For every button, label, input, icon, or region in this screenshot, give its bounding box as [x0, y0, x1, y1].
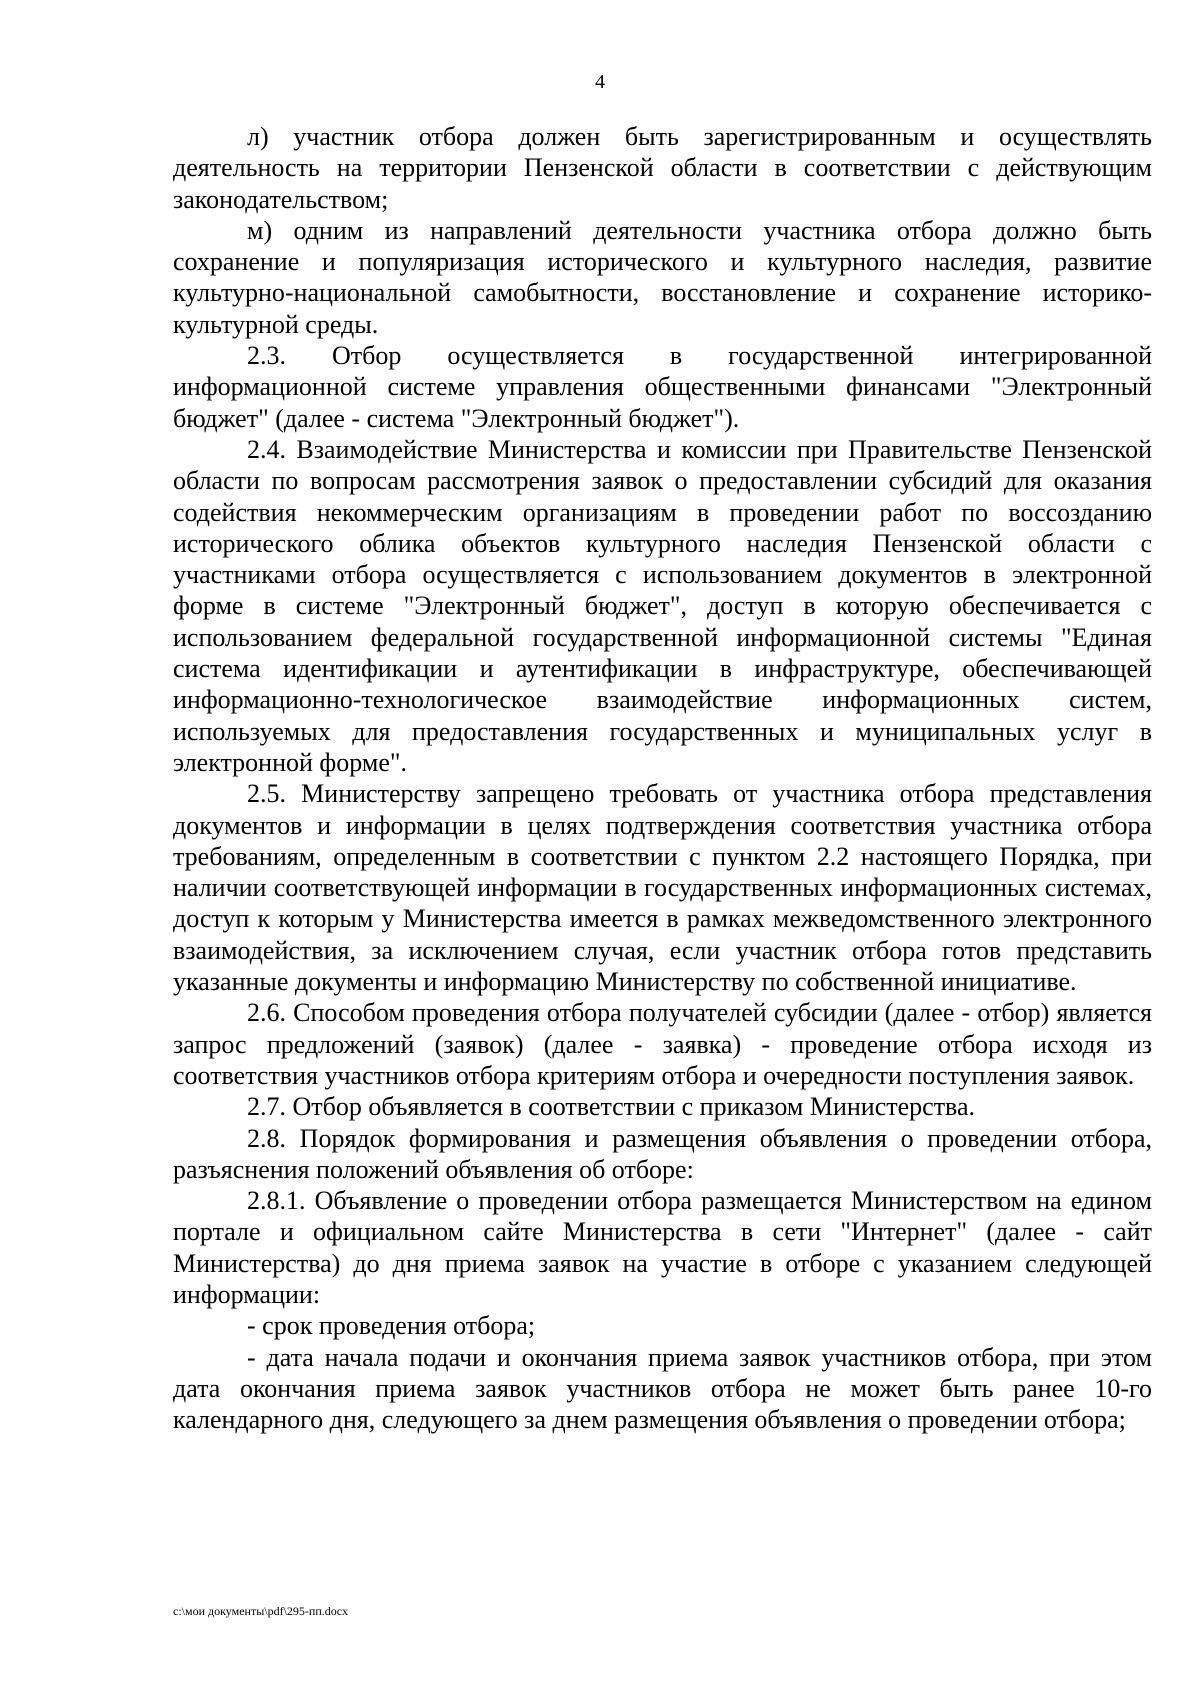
list-item-selection-period: - срок проведения отбора;	[247, 1311, 536, 1341]
document-body	[173, 121, 1152, 1435]
footer-file-path: c:\мои документы\pdf\295-пп.docx	[173, 1604, 349, 1618]
paragraph-2-4: 2.4. Взаимодействие Министерства и комиссии при Правительстве Пензенской области по вопросам рассмотрения заявок о предоставлении субсидий для оказания содействия некоммерческим организациям в проведении работ по воссозданию исторического облика объектов культурного наследия Пензенской области с участниками отбора осуществляется с использованием документов в электронной форме в системе "Электронный бюджет", доступ в которую обеспечивается с использованием федеральной государственной информационной системы "Единая система идентификации и аутентификации в инфраструктуре, обеспечивающей информационно-технологическое взаимодействие информационных систем, используемых для предоставления государственных и муниципальных услуг в электронной форме".	[173, 434, 1152, 777]
paragraph-item-l: л) участник отбора должен быть зарегистрированным и осуществлять деятельность на территории Пензенской области в соответствии с действующим законодательством;	[173, 122, 1152, 214]
list-item-application-dates: - дата начала подачи и окончания приема заявок участников отбора, при этом дата окончания приема заявок участников отбора не может быть ранее 10-го календарного дня, следующего за днем размещения объявления о проведении отбора;	[173, 1342, 1152, 1435]
paragraph-2-3: 2.3. Отбор осуществляется в государственной интегрированной информационной системе управления общественными финансами "Электронный бюджет" (далее - система "Электронный бюджет").	[173, 341, 1152, 433]
paragraph-2-6: 2.6. Способом проведения отбора получателей субсидии (далее - отбор) является запрос предложений (заявок) (далее - заявка) - проведение отбора исходя из соответствия участников отбора критериям отбора и очередности поступления заявок.	[173, 998, 1152, 1090]
paragraph-2-8: 2.8. Порядок формирования и размещения объявления о проведении отбора, разъяснения положений объявления об отборе:	[173, 1123, 1152, 1184]
page-number: 4	[595, 71, 605, 93]
paragraph-2-7: 2.7. Отбор объявляется в соответствии с приказом Министерства.	[247, 1092, 976, 1122]
paragraph-2-5: 2.5. Министерству запрещено требовать от участника отбора представления документов и информации в целях подтверждения соответствия участника отбора требованиям, определенным в соответствии с пунктом 2.2 настоящего Порядка, при наличии соответствующей информации в государственных информационных системах, доступ к которым у Министерства имеется в рамках межведомственного электронного взаимодействия, за исключением случая, если участник отбора готов представить указанные документы и информацию Министерству по собственной инициативе.	[173, 779, 1152, 997]
paragraph-2-8-1: 2.8.1. Объявление о проведении отбора размещается Министерством на едином портале и официальном сайте Министерства в сети "Интернет" (далее - сайт Министерства) до дня приема заявок на участие в отборе с указанием следующей информации:	[173, 1186, 1152, 1309]
paragraph-item-m: м) одним из направлений деятельности участника отбора должно быть сохранение и популяризация исторического и культурного наследия, развитие культурно-национальной самобытности, восстановление и сохранение историко-культурной среды.	[173, 215, 1152, 339]
